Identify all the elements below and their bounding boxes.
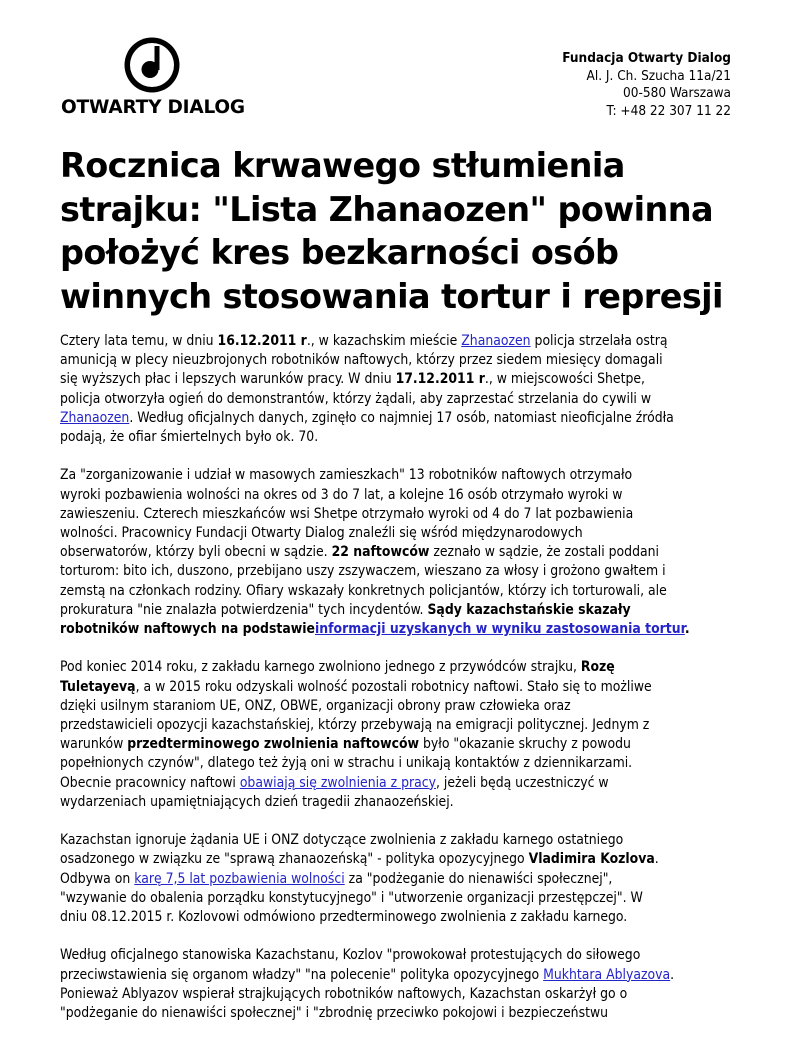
bold-text: . <box>684 621 690 638</box>
text-line <box>60 370 740 389</box>
text-line <box>60 466 740 485</box>
text-run: "wzywanie do obalenia porządku konstytucyjnego" i "utworzenie organizacji przestępczej". W <box>60 889 643 906</box>
text-line <box>60 351 740 370</box>
title-line: winnych stosowania tortur i represji <box>60 276 723 316</box>
logo <box>61 36 243 120</box>
text-line <box>60 658 740 677</box>
text-run: . <box>670 966 675 983</box>
text-line <box>60 486 740 505</box>
text-line <box>60 774 740 793</box>
text-run: wydarzeniach upamiętniających dzień tragedii zhanaozeńskiej. <box>60 793 454 810</box>
text-line <box>60 562 740 581</box>
text-run: Odbywa on <box>60 870 135 887</box>
text-run: osadzonego w związku ze "sprawą zhanaozeńską" - polityka opozycyjnego <box>60 851 529 868</box>
text-run: Cztery lata temu, w dniu <box>60 333 218 349</box>
text-run: Według oficjalnego stanowiska Kazachstanu, Kozlov "prowokował protestujących do siłowego <box>60 947 641 964</box>
bold-text: 17.12.2011 r <box>395 371 485 388</box>
text-run: . <box>654 851 659 868</box>
text-run: Pod koniec 2014 roku, z zakładu karnego zwolniono jednego z przywódców strajku, <box>60 659 581 676</box>
text-line <box>60 966 740 985</box>
text-run: policja strzelała ostrą <box>530 333 668 349</box>
text-run: przeciwstawienia się organom władzy" "na polecenie" polityka opozycyjnego <box>60 966 544 983</box>
text-run: wyroki pozbawienia wolności na okres od 3 do 7 lat, a kolejne 16 osób otrzymało wyroki w <box>60 486 623 503</box>
phone-number: T: +48 22 307 11 22 <box>606 102 731 119</box>
text-line <box>60 678 740 697</box>
text-line <box>60 582 740 601</box>
text-line <box>60 697 740 716</box>
text-run: za "podżeganie do nienawiści społecznej", <box>344 870 613 887</box>
text-run: zemstą na członkach rodziny. Ofiary wskazały konkretnych policjantów, którzy ich torturowali, ale <box>60 582 667 599</box>
text-run: się wyższych płac i lepszych warunków pracy. W dniu <box>60 371 396 388</box>
inline-link[interactable]: informacji uzyskanych w wyniku zastosowania tortur <box>314 621 685 638</box>
bold-text: przedterminowego zwolnienia naftowców <box>127 736 420 753</box>
text-run: amunicją w plecy nieuzbrojonych robotników naftowych, którzy przez siedem miesięcy domagali <box>60 352 663 369</box>
text-line <box>60 870 740 889</box>
text-run: ., w miejscowości Shetpe, <box>484 371 645 388</box>
address-line-2: 00-580 Warszawa <box>623 85 731 101</box>
text-line <box>60 601 740 620</box>
text-line <box>60 831 740 850</box>
text-line <box>60 505 740 524</box>
text-line <box>60 735 740 754</box>
text-run: prokuratura "nie znalazła potwierdzenia" tych incydentów. <box>60 601 428 618</box>
logo-text: OTWARTY DIALOG <box>61 97 245 118</box>
article-body <box>60 332 740 1042</box>
text-run: zeznało w sądzie, że zostali poddani <box>429 544 659 561</box>
text-run: popełnionych czynów", dlatego też żyją oni w strachu i unikają kontaktów z dziennikarzami. <box>60 755 633 772</box>
text-run: podają, że ofiar śmiertelnych było ok. 70. <box>60 429 319 446</box>
bold-text: Tuletayevą <box>60 678 136 695</box>
bold-text: Rozę <box>580 659 615 676</box>
text-line <box>60 946 740 965</box>
text-line <box>60 716 740 735</box>
text-run: było "okazanie skruchy z powodu <box>419 736 631 753</box>
inline-link[interactable]: Mukhtara Ablyazova <box>543 966 671 983</box>
page-title <box>60 144 750 318</box>
text-run: przedstawicieli opozycji kazachstańskiej, którzy przebywają na emigracji politycznej. Jednym z <box>60 717 650 734</box>
text-run: Obecnie pracownicy naftowi <box>60 774 240 791</box>
text-run: . Według oficjalnych danych, zginęło co najmniej 17 osób, natomiast nieoficjalne źródła <box>129 409 674 426</box>
text-line <box>60 850 740 869</box>
text-line <box>60 908 740 927</box>
text-run: wolności. Pracownicy Fundacji Otwarty Dialog znaleźli się wśród międzynarodowych <box>60 525 583 542</box>
bold-text: robotników naftowych na podstawie <box>60 621 315 638</box>
paragraph <box>60 831 740 927</box>
text-line <box>60 543 740 562</box>
text-run: Za "zorganizowanie i udział w masowych zamieszkach" 13 robotników naftowych otrzymało <box>60 467 633 484</box>
paragraph <box>60 946 740 1023</box>
text-line <box>60 409 740 428</box>
text-line <box>60 1004 740 1023</box>
text-line <box>60 332 740 351</box>
text-line <box>60 754 740 773</box>
text-run: "podżeganie do nienawiści społecznej" i "zbrodnię przeciwko pokojowi i bezpieczeństwu <box>60 1005 609 1022</box>
text-line <box>60 620 740 639</box>
text-line <box>60 985 740 1004</box>
paragraph <box>60 658 740 812</box>
organization-name: Fundacja Otwarty Dialog <box>562 50 731 66</box>
organization-contact <box>562 50 731 120</box>
bold-text: 22 naftowców <box>331 544 430 561</box>
text-run: warunków <box>60 736 128 753</box>
text-run: obserwatorów, którzy byli obecni w sądzie. <box>60 544 332 561</box>
inline-link[interactable]: obawiają się zwolnienia z pracy <box>239 774 436 791</box>
bold-text: Sądy kazachstańskie skazały <box>427 601 631 618</box>
bold-text: Vladimira Kozlova <box>528 851 655 868</box>
text-run: policja otworzyła ogień do demonstrantów, którzy żądali, aby zaprzestać strzelania do cywili w <box>60 390 652 407</box>
bold-text: 16.12.2011 r <box>217 333 307 349</box>
text-run: Ponieważ Ablyazov wspierał strajkujących robotników naftowych, Kazachstan oskarżył go o <box>60 985 628 1002</box>
paragraph <box>60 466 740 639</box>
text-run: dniu 08.12.2015 r. Kozlovowi odmówiono przedterminowego zwolnienia z zakładu karnego. <box>60 909 628 926</box>
text-run: , jeżeli będą uczestniczyć w <box>436 774 609 791</box>
address-line-1: Al. J. Ch. Szucha 11a/21 <box>586 67 731 84</box>
text-line <box>60 524 740 543</box>
inline-link[interactable]: Zhanaozen <box>461 333 531 349</box>
text-run: , a w 2015 roku odzyskali wolność pozostali robotnicy naftowi. Stało się to możliwe <box>135 678 652 695</box>
otwarty-dialog-logo-icon <box>119 36 185 94</box>
title-line: strajku: "Lista Zhanaozen" powinna <box>60 189 713 229</box>
text-run: torturom: bito ich, duszono, przebijano uszy zszywaczem, wieszano za włosy i grożono gwałtem i <box>60 563 666 580</box>
text-run: ., w kazachskim mieście <box>306 333 462 349</box>
text-line <box>60 390 740 409</box>
title-line: położyć kres bezkarności osób <box>60 233 619 272</box>
inline-link[interactable]: Zhanaozen <box>60 409 130 426</box>
text-line <box>60 428 740 447</box>
text-run: zawieszeniu. Czterech mieszkańców wsi Shetpe otrzymało wyroki od 4 do 7 lat pozbawienia <box>60 505 634 522</box>
text-line <box>60 889 740 908</box>
text-run: dzięki usilnym staraniom UE, ONZ, OBWE, organizacji obrony praw człowieka oraz <box>60 697 571 714</box>
text-line <box>60 793 740 812</box>
paragraph <box>60 332 740 447</box>
text-run: Kazachstan ignoruje żądania UE i ONZ dotyczące zwolnienia z zakładu karnego ostatniego <box>60 832 624 849</box>
inline-link[interactable]: karę 7,5 lat pozbawienia wolności <box>134 870 345 887</box>
title-line: Rocznica krwawego stłumienia <box>60 146 625 185</box>
